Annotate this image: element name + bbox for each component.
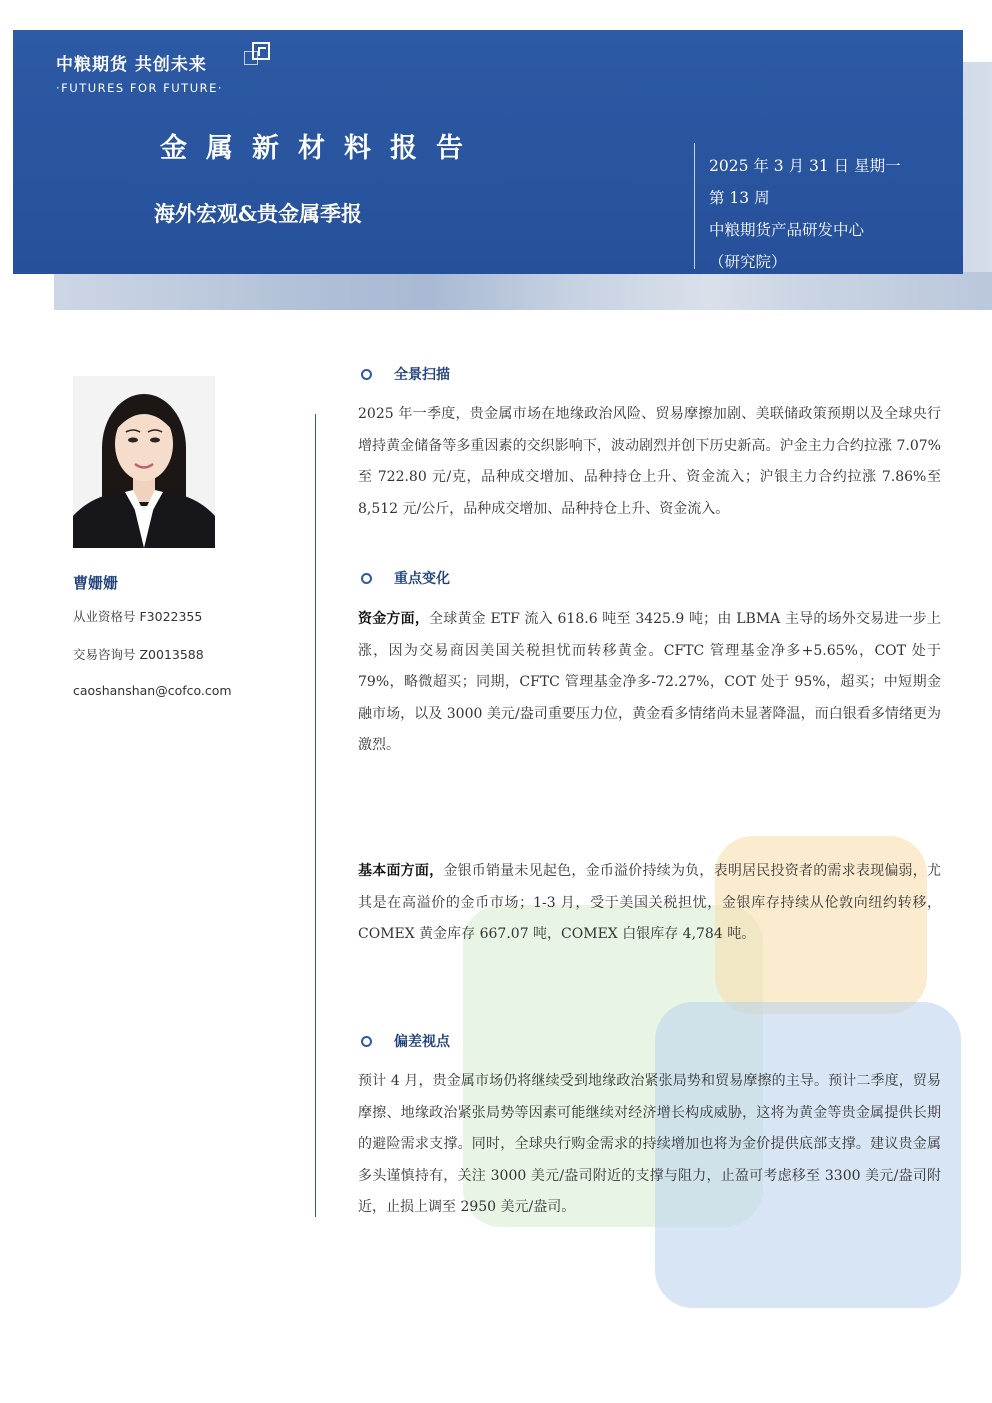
section-heading-changes [361,568,450,588]
report-title: 金属新材料报告 [160,133,482,164]
author-name: 曹姗姗 [73,574,119,592]
report-date: 2025 年 3 月 31 日 星期一 [709,157,901,175]
section-heading-text: 偏差视点 [394,1034,450,1050]
section-heading-outlook [361,1031,450,1051]
author-photo [73,376,215,548]
author-email[interactable]: caoshanshan@cofco.com [73,683,232,698]
capital-text: 全球黄金 ETF 流入 618.6 吨至 3425.9 吨；由 LBMA 主导的场外交易进一步上涨，因为交易商因美国关税担忧而转移黄金。CFTC 管理基金净多+5.65%，COT 处于 79%，略微超买；同期，CFTC 管理基金净多-72.27%，COT 处于 95%，超买；中短期金融市场，以及 3000 美元/盎司重要压力位，黄金看多情绪尚未显著降温，而白银看多情绪更为激烈。 [358,611,942,753]
section-heading-overview [361,364,450,384]
fundamental-text: 金银币销量未见起色，金币溢价持续为负，表明居民投资者的需求表现偏弱，尤其是在高溢价的金币市场；1-3 月，受于美国关税担忧，金银库存持续从伦敦向纽约转移，COMEX 黄金库存 667.07 吨，COMEX 白银库存 4,784 吨。 [358,863,942,942]
fundamental-paragraph [358,856,941,951]
report-week: 第 13 周 [709,189,770,207]
capital-paragraph [358,604,941,762]
circle-bullet-icon [361,1036,372,1047]
fundamental-label: 基本面方面， [358,863,444,879]
company-logo [56,50,223,95]
circle-bullet-icon [361,573,372,584]
author-consulting-number: 交易咨询号 Z0013588 [73,647,204,662]
report-organization-sub: （研究院） [709,253,787,271]
report-organization: 中粮期货产品研发中心 [709,221,865,239]
header-divider [694,143,695,269]
section-heading-text: 全景扫描 [394,367,450,383]
capital-label: 资金方面， [358,611,430,627]
overview-paragraph: 2025 年一季度，贵金属市场在地缘政治风险、贸易摩擦加剧、美联储政策预期以及全球央行增持黄金储备等多重因素的交织影响下，波动剧烈并创下历史新高。沪金主力合约拉涨 7.07%至 722.80 元/克，品种成交增加、品种持仓上升、资金流入；沪银主力合约拉涨 7.86%至 8,512 元/公斤，品种成交增加、品种持仓上升、资金流入。 [358,406,941,517]
outlook-paragraph: 预计 4 月，贵金属市场仍将继续受到地缘政治紧张局势和贸易摩擦的主导。预计二季度，贸易摩擦、地缘政治紧张局势等因素可能继续对经济增长构成威胁，这将为黄金等贵金属提供长期的避险需求支撑。同时，全球央行购金需求的持续增加也将为金价提供底部支撑。建议贵金属多头谨慎持有，关注 3000 美元/盎司附近的支撑与阻力，止盈可考虑移至 3300 美元/盎司附近，止损上调至 2950 美元/盎司。 [358,1073,941,1215]
report-meta [709,150,901,278]
author-qualification: 从业资格号 F3022355 [73,609,203,624]
section-heading-text: 重点变化 [394,571,450,587]
logo-english-text: ·FUTURES FOR FUTURE· [56,81,224,95]
logo-mark-icon [252,42,270,60]
report-subtitle: 海外宏观&贵金属季报 [154,201,362,226]
circle-bullet-icon [361,369,372,380]
logo-chinese-text: 中粮期货 共创未来 [56,55,207,75]
column-divider [315,414,316,1217]
